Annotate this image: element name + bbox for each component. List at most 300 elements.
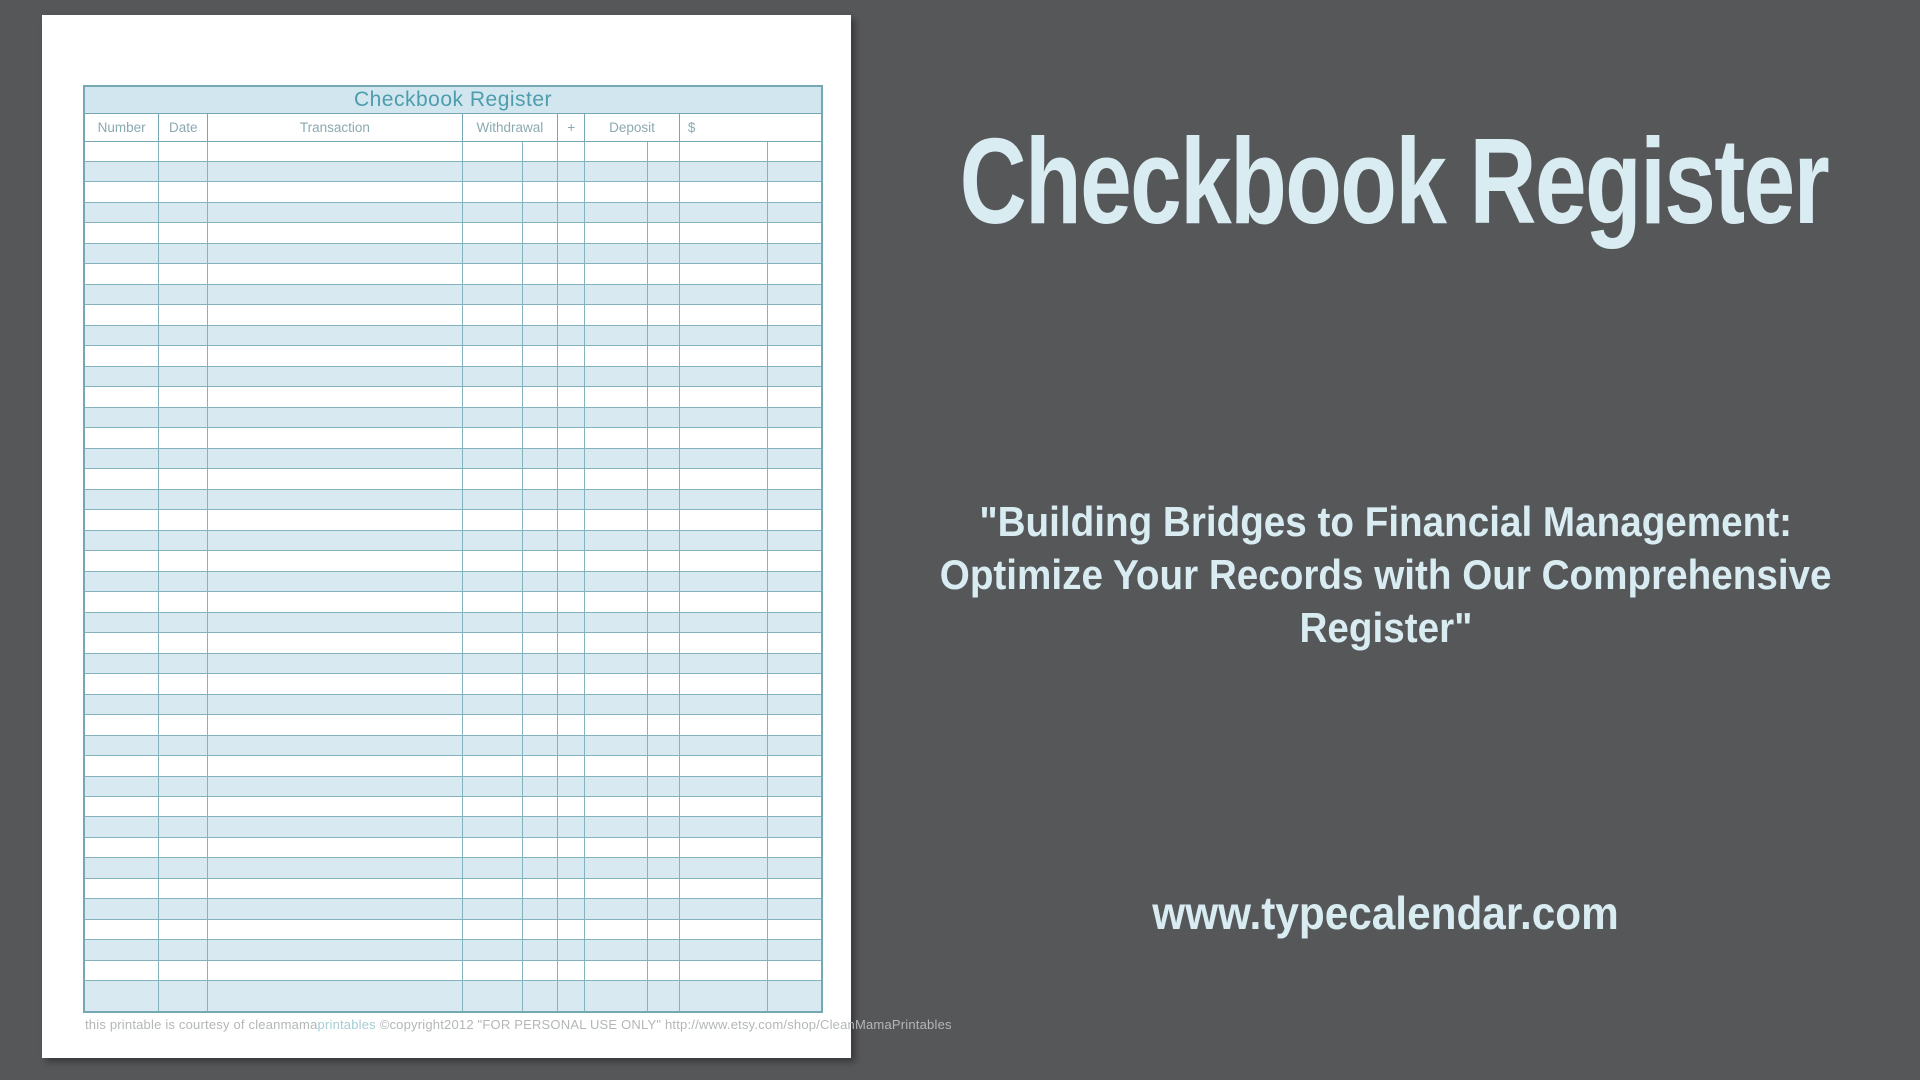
register-cell (523, 551, 558, 571)
register-cell (679, 940, 767, 960)
register-cell (679, 776, 767, 796)
register-cell (208, 919, 462, 939)
register-cell (679, 878, 767, 898)
register-cell (208, 182, 462, 202)
register-cell (585, 899, 648, 919)
register-cell (462, 387, 523, 407)
register-cell (159, 694, 208, 714)
register-cell (767, 817, 822, 837)
column-header-transaction: Transaction (208, 113, 462, 141)
register-cell (159, 202, 208, 222)
register-cell (679, 428, 767, 448)
register-cell (84, 776, 159, 796)
register-cell (585, 694, 648, 714)
register-cell (84, 141, 159, 161)
register-cell (208, 715, 462, 735)
register-cell (679, 674, 767, 694)
register-cell (84, 817, 159, 837)
register-cell (679, 284, 767, 304)
register-cell (558, 797, 585, 817)
register-cell (159, 940, 208, 960)
register-cell (679, 960, 767, 980)
register-cell (84, 264, 159, 284)
register-cell (523, 653, 558, 673)
register-cell (767, 960, 822, 980)
register-cell (767, 346, 822, 366)
register-cell (767, 940, 822, 960)
register-row (84, 776, 822, 796)
register-row (84, 366, 822, 386)
register-cell (767, 428, 822, 448)
register-cell (208, 756, 462, 776)
register-cell (159, 735, 208, 755)
register-row (84, 653, 822, 673)
printable-credit-line (85, 1017, 952, 1032)
register-cell (647, 674, 679, 694)
column-header-withdrawal: Withdrawal (462, 113, 558, 141)
register-cell (208, 551, 462, 571)
register-cell (679, 858, 767, 878)
register-cell (523, 878, 558, 898)
register-cell (767, 530, 822, 550)
register-cell (647, 448, 679, 468)
register-row (84, 960, 822, 980)
register-cell (159, 141, 208, 161)
register-cell (679, 305, 767, 325)
register-cell (462, 305, 523, 325)
register-cell (84, 182, 159, 202)
register-cell (585, 305, 648, 325)
register-cell (84, 919, 159, 939)
register-cell (462, 776, 523, 796)
register-cell (585, 469, 648, 489)
register-row (84, 264, 822, 284)
register-cell (84, 223, 159, 243)
register-cell (462, 510, 523, 530)
register-cell (84, 346, 159, 366)
register-cell (84, 735, 159, 755)
register-cell (558, 837, 585, 857)
register-cell (523, 571, 558, 591)
register-cell (767, 633, 822, 653)
register-cell (208, 837, 462, 857)
register-cell (647, 223, 679, 243)
register-cell (558, 264, 585, 284)
register-cell (585, 530, 648, 550)
register-cell (462, 428, 523, 448)
register-cell (679, 510, 767, 530)
register-cell (767, 284, 822, 304)
column-header-deposit: Deposit (585, 113, 680, 141)
register-row (84, 530, 822, 550)
register-cell (208, 284, 462, 304)
register-cell (159, 592, 208, 612)
register-cell (558, 653, 585, 673)
register-cell (462, 960, 523, 980)
register-row (84, 878, 822, 898)
register-cell (558, 776, 585, 796)
register-row (84, 694, 822, 714)
register-cell (647, 489, 679, 509)
register-cell (462, 571, 523, 591)
register-cell (647, 510, 679, 530)
register-cell (558, 592, 585, 612)
register-cell (462, 837, 523, 857)
promo-panel (851, 0, 1920, 1080)
register-cell (462, 981, 523, 1012)
register-cell (523, 530, 558, 550)
register-cell (84, 674, 159, 694)
register-cell (523, 960, 558, 980)
register-row (84, 428, 822, 448)
register-cell (647, 325, 679, 345)
register-cell (159, 653, 208, 673)
register-cell (767, 837, 822, 857)
register-cell (767, 797, 822, 817)
register-cell (523, 469, 558, 489)
register-cell (647, 694, 679, 714)
register-row (84, 141, 822, 161)
quote-line-2: Optimize Your Records with Our Comprehensive (939, 550, 1832, 598)
register-cell (159, 325, 208, 345)
register-cell (558, 346, 585, 366)
register-cell (84, 653, 159, 673)
register-cell (767, 858, 822, 878)
register-cell (585, 551, 648, 571)
register-cell (647, 428, 679, 448)
register-cell (84, 633, 159, 653)
register-cell (585, 387, 648, 407)
register-cell (767, 715, 822, 735)
register-row (84, 387, 822, 407)
register-cell (523, 919, 558, 939)
register-cell (462, 551, 523, 571)
register-cell (558, 366, 585, 386)
register-cell (84, 530, 159, 550)
register-cell (208, 674, 462, 694)
register-row (84, 837, 822, 857)
register-cell (647, 305, 679, 325)
register-cell (159, 633, 208, 653)
register-row (84, 899, 822, 919)
register-row (84, 940, 822, 960)
register-cell (585, 448, 648, 468)
register-cell (679, 530, 767, 550)
register-row (84, 284, 822, 304)
credit-text-printables: printables (317, 1017, 376, 1032)
register-cell (558, 428, 585, 448)
register-cell (679, 182, 767, 202)
register-cell (523, 981, 558, 1012)
register-cell (84, 510, 159, 530)
register-cell (679, 653, 767, 673)
register-cell (523, 858, 558, 878)
register-row (84, 161, 822, 181)
register-cell (159, 428, 208, 448)
register-cell (679, 797, 767, 817)
register-cell (84, 387, 159, 407)
register-cell (558, 981, 585, 1012)
register-cell (159, 530, 208, 550)
register-cell (558, 489, 585, 509)
register-cell (679, 243, 767, 263)
register-cell (523, 776, 558, 796)
register-cell (462, 141, 523, 161)
register-cell (585, 940, 648, 960)
register-cell (523, 141, 558, 161)
register-cell (647, 858, 679, 878)
register-cell (462, 448, 523, 468)
register-cell (767, 776, 822, 796)
register-row (84, 919, 822, 939)
register-cell (647, 653, 679, 673)
register-cell (585, 489, 648, 509)
register-cell (159, 243, 208, 263)
register-cell (647, 182, 679, 202)
register-cell (558, 878, 585, 898)
register-cell (679, 448, 767, 468)
register-cell (647, 960, 679, 980)
register-cell (585, 182, 648, 202)
register-row (84, 551, 822, 571)
register-cell (585, 612, 648, 632)
register-row (84, 571, 822, 591)
register-row (84, 407, 822, 427)
register-cell (767, 182, 822, 202)
register-cell (585, 243, 648, 263)
register-cell (767, 489, 822, 509)
register-cell (679, 489, 767, 509)
register-cell (558, 182, 585, 202)
register-cell (462, 243, 523, 263)
register-cell (208, 428, 462, 448)
register-cell (767, 264, 822, 284)
register-cell (462, 633, 523, 653)
register-cell (462, 161, 523, 181)
printable-page (42, 15, 952, 1058)
register-cell (159, 264, 208, 284)
register-cell (767, 325, 822, 345)
register-cell (647, 878, 679, 898)
register-cell (647, 776, 679, 796)
register-cell (84, 551, 159, 571)
register-cell (647, 141, 679, 161)
register-cell (558, 530, 585, 550)
register-cell (159, 837, 208, 857)
register-cell (159, 161, 208, 181)
register-cell (523, 182, 558, 202)
register-cell (523, 223, 558, 243)
register-cell (84, 694, 159, 714)
register-cell (84, 366, 159, 386)
register-cell (558, 202, 585, 222)
register-cell (523, 694, 558, 714)
register-cell (647, 284, 679, 304)
register-cell (523, 715, 558, 735)
register-cell (767, 448, 822, 468)
register-cell (767, 653, 822, 673)
register-cell (208, 305, 462, 325)
register-cell (159, 182, 208, 202)
register-cell (462, 797, 523, 817)
register-cell (647, 366, 679, 386)
register-cell (767, 305, 822, 325)
register-cell (585, 919, 648, 939)
register-cell (679, 592, 767, 612)
register-cell (558, 960, 585, 980)
register-cell (462, 694, 523, 714)
register-cell (585, 325, 648, 345)
register-cell (84, 899, 159, 919)
register-cell (523, 735, 558, 755)
register-row (84, 243, 822, 263)
register-row (84, 756, 822, 776)
register-cell (767, 551, 822, 571)
register-cell (208, 571, 462, 591)
table-title: Checkbook Register (84, 86, 822, 113)
register-cell (767, 387, 822, 407)
register-cell (585, 837, 648, 857)
register-cell (647, 243, 679, 263)
register-cell (558, 407, 585, 427)
register-cell (208, 243, 462, 263)
register-cell (585, 264, 648, 284)
quote-line-1: "Building Bridges to Financial Management: (979, 498, 1792, 545)
register-cell (462, 653, 523, 673)
register-cell (208, 981, 462, 1012)
register-cell (523, 366, 558, 386)
register-cell (159, 551, 208, 571)
register-cell (585, 510, 648, 530)
register-cell (767, 510, 822, 530)
register-cell (462, 899, 523, 919)
register-cell (523, 612, 558, 632)
register-cell (647, 530, 679, 550)
register-cell (208, 960, 462, 980)
register-cell (647, 346, 679, 366)
register-cell (558, 243, 585, 263)
register-cell (558, 817, 585, 837)
register-cell (647, 202, 679, 222)
register-cell (679, 571, 767, 591)
register-cell (84, 981, 159, 1012)
register-row (84, 325, 822, 345)
register-cell (558, 161, 585, 181)
register-cell (767, 571, 822, 591)
register-cell (84, 489, 159, 509)
register-cell (523, 305, 558, 325)
register-row (84, 469, 822, 489)
register-cell (585, 407, 648, 427)
register-cell (679, 694, 767, 714)
register-cell (558, 940, 585, 960)
register-cell (159, 756, 208, 776)
register-cell (208, 858, 462, 878)
register-cell (585, 633, 648, 653)
register-cell (84, 428, 159, 448)
register-cell (523, 346, 558, 366)
tagline-quote (851, 496, 1920, 655)
register-row (84, 510, 822, 530)
register-row (84, 202, 822, 222)
register-cell (84, 448, 159, 468)
register-cell (679, 551, 767, 571)
register-cell (208, 797, 462, 817)
register-row (84, 448, 822, 468)
register-cell (159, 715, 208, 735)
register-cell (462, 346, 523, 366)
register-cell (208, 878, 462, 898)
register-cell (767, 694, 822, 714)
register-cell (208, 530, 462, 550)
page-title: Checkbook Register (959, 112, 1829, 250)
column-header-dollar: $ (679, 113, 822, 141)
register-cell (558, 633, 585, 653)
credit-text-start: this printable is courtesy of cleanmama (85, 1017, 318, 1032)
table-header-row (84, 113, 822, 141)
register-cell (558, 899, 585, 919)
register-cell (462, 530, 523, 550)
register-cell (462, 264, 523, 284)
register-cell (84, 612, 159, 632)
register-cell (462, 223, 523, 243)
register-cell (208, 448, 462, 468)
register-cell (647, 571, 679, 591)
register-cell (558, 571, 585, 591)
register-cell (208, 489, 462, 509)
register-cell (523, 325, 558, 345)
register-cell (523, 243, 558, 263)
register-cell (585, 715, 648, 735)
register-cell (159, 387, 208, 407)
register-cell (767, 469, 822, 489)
register-row (84, 592, 822, 612)
register-cell (523, 448, 558, 468)
register-cell (647, 797, 679, 817)
register-cell (558, 305, 585, 325)
register-cell (767, 756, 822, 776)
register-cell (208, 223, 462, 243)
register-cell (159, 571, 208, 591)
register-cell (558, 715, 585, 735)
register-cell (585, 346, 648, 366)
register-cell (558, 756, 585, 776)
column-header-plus: + (558, 113, 585, 141)
register-cell (558, 284, 585, 304)
register-cell (585, 366, 648, 386)
register-cell (647, 715, 679, 735)
register-cell (647, 612, 679, 632)
register-cell (208, 735, 462, 755)
register-cell (159, 448, 208, 468)
register-cell (585, 981, 648, 1012)
register-cell (84, 243, 159, 263)
register-row (84, 735, 822, 755)
register-cell (767, 243, 822, 263)
register-cell (647, 817, 679, 837)
register-cell (647, 899, 679, 919)
register-cell (767, 366, 822, 386)
register-cell (208, 653, 462, 673)
register-cell (679, 899, 767, 919)
register-body (84, 141, 822, 1012)
register-cell (585, 878, 648, 898)
register-cell (647, 919, 679, 939)
register-cell (647, 592, 679, 612)
register-cell (767, 407, 822, 427)
checkbook-register-table (83, 85, 823, 1013)
register-cell (208, 141, 462, 161)
